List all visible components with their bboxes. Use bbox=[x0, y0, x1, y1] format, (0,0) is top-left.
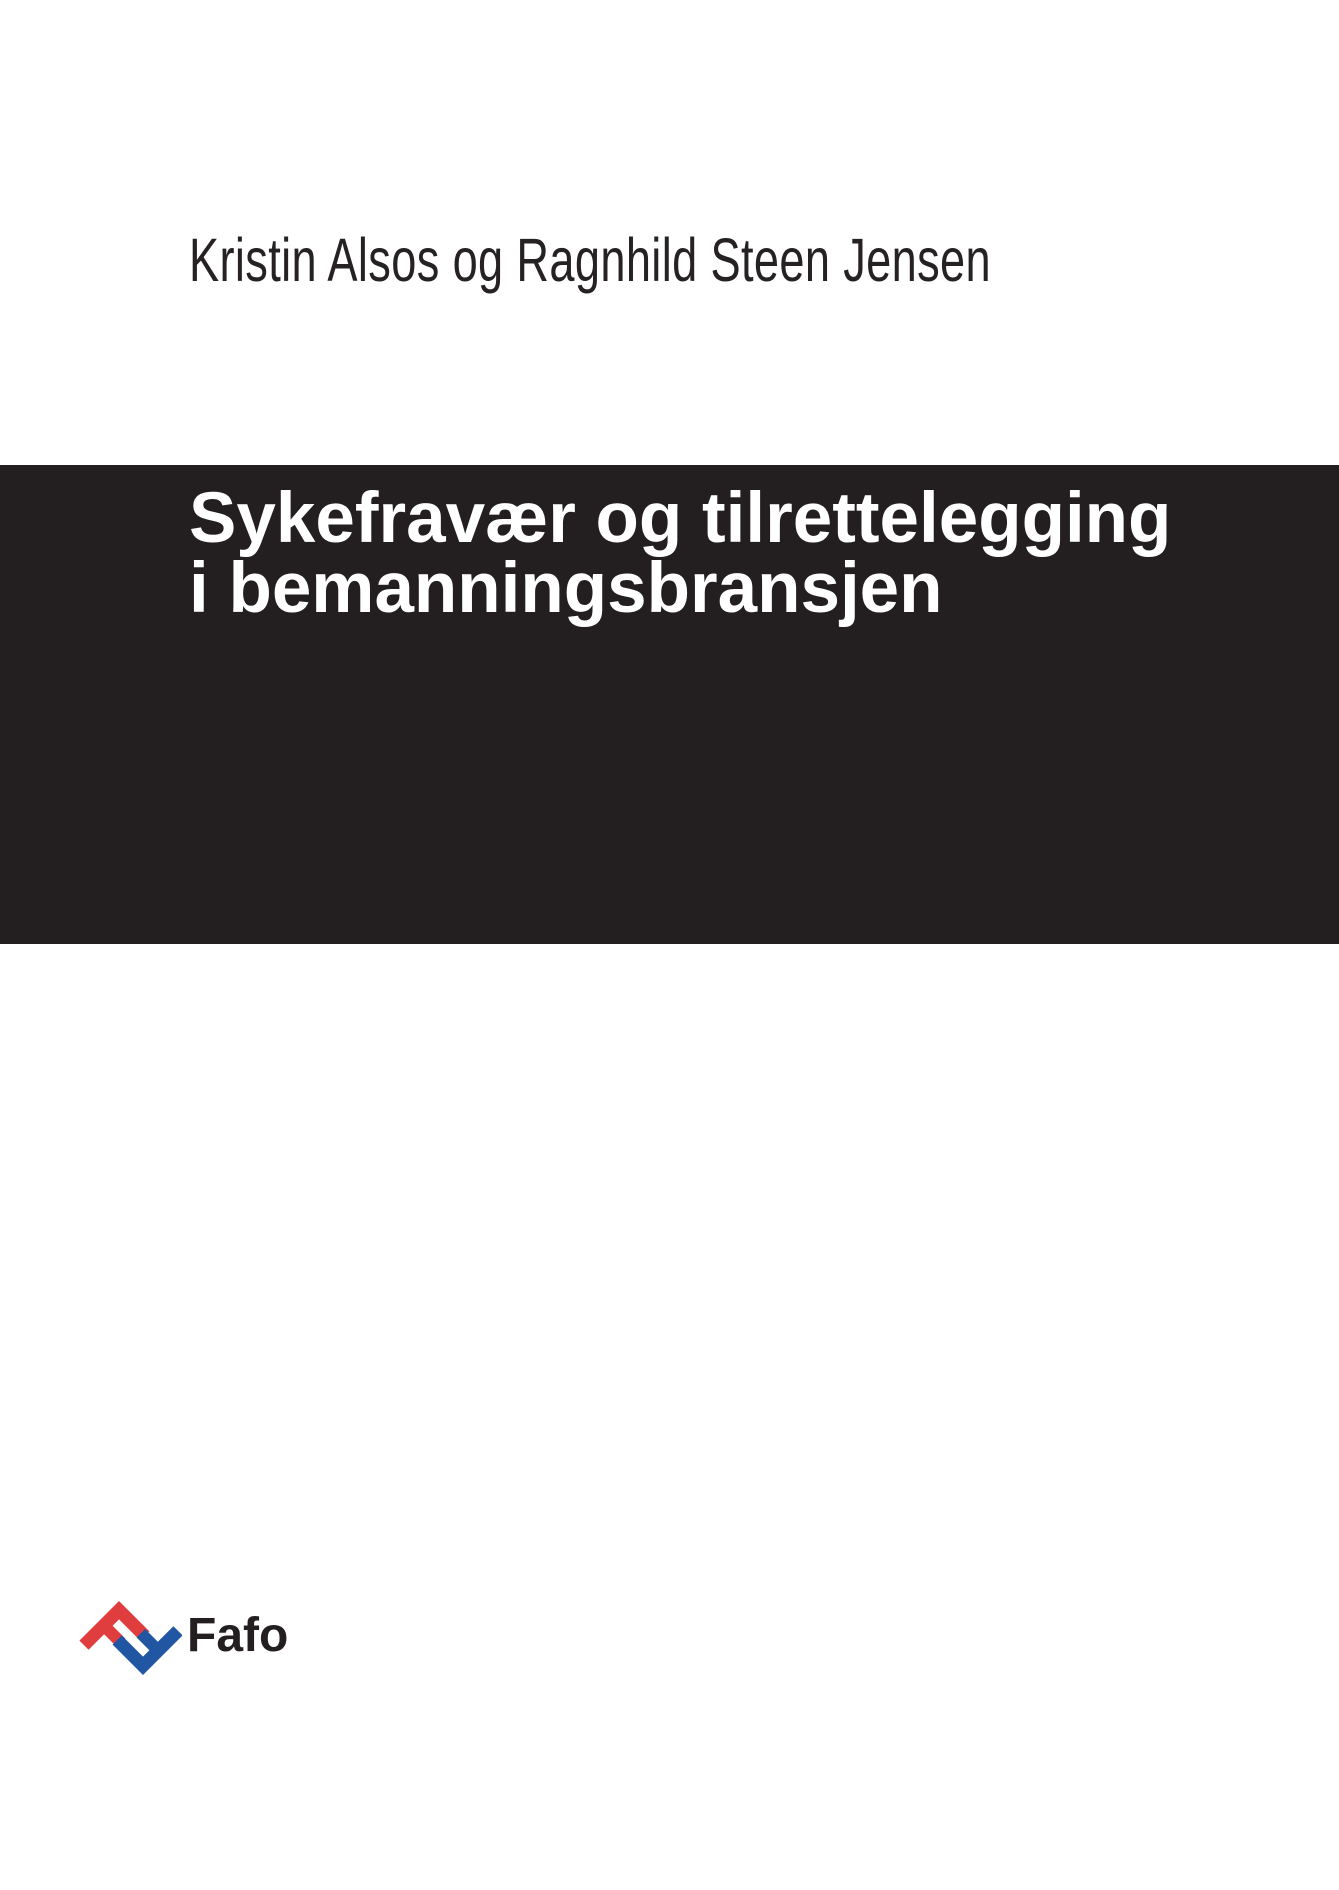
cover-title bbox=[189, 479, 1172, 628]
fafo-logo-icon bbox=[78, 1600, 182, 1676]
publisher-logo bbox=[78, 1600, 498, 1680]
author-line: Kristin Alsos og Ragnhild Steen Jensen bbox=[189, 226, 991, 294]
cover-title-line-1: Sykefravær og tilrettelegging bbox=[189, 479, 1172, 558]
publisher-name: Fafo bbox=[187, 1609, 289, 1662]
cover-title-line-2: i bemanningsbransjen bbox=[189, 549, 943, 628]
